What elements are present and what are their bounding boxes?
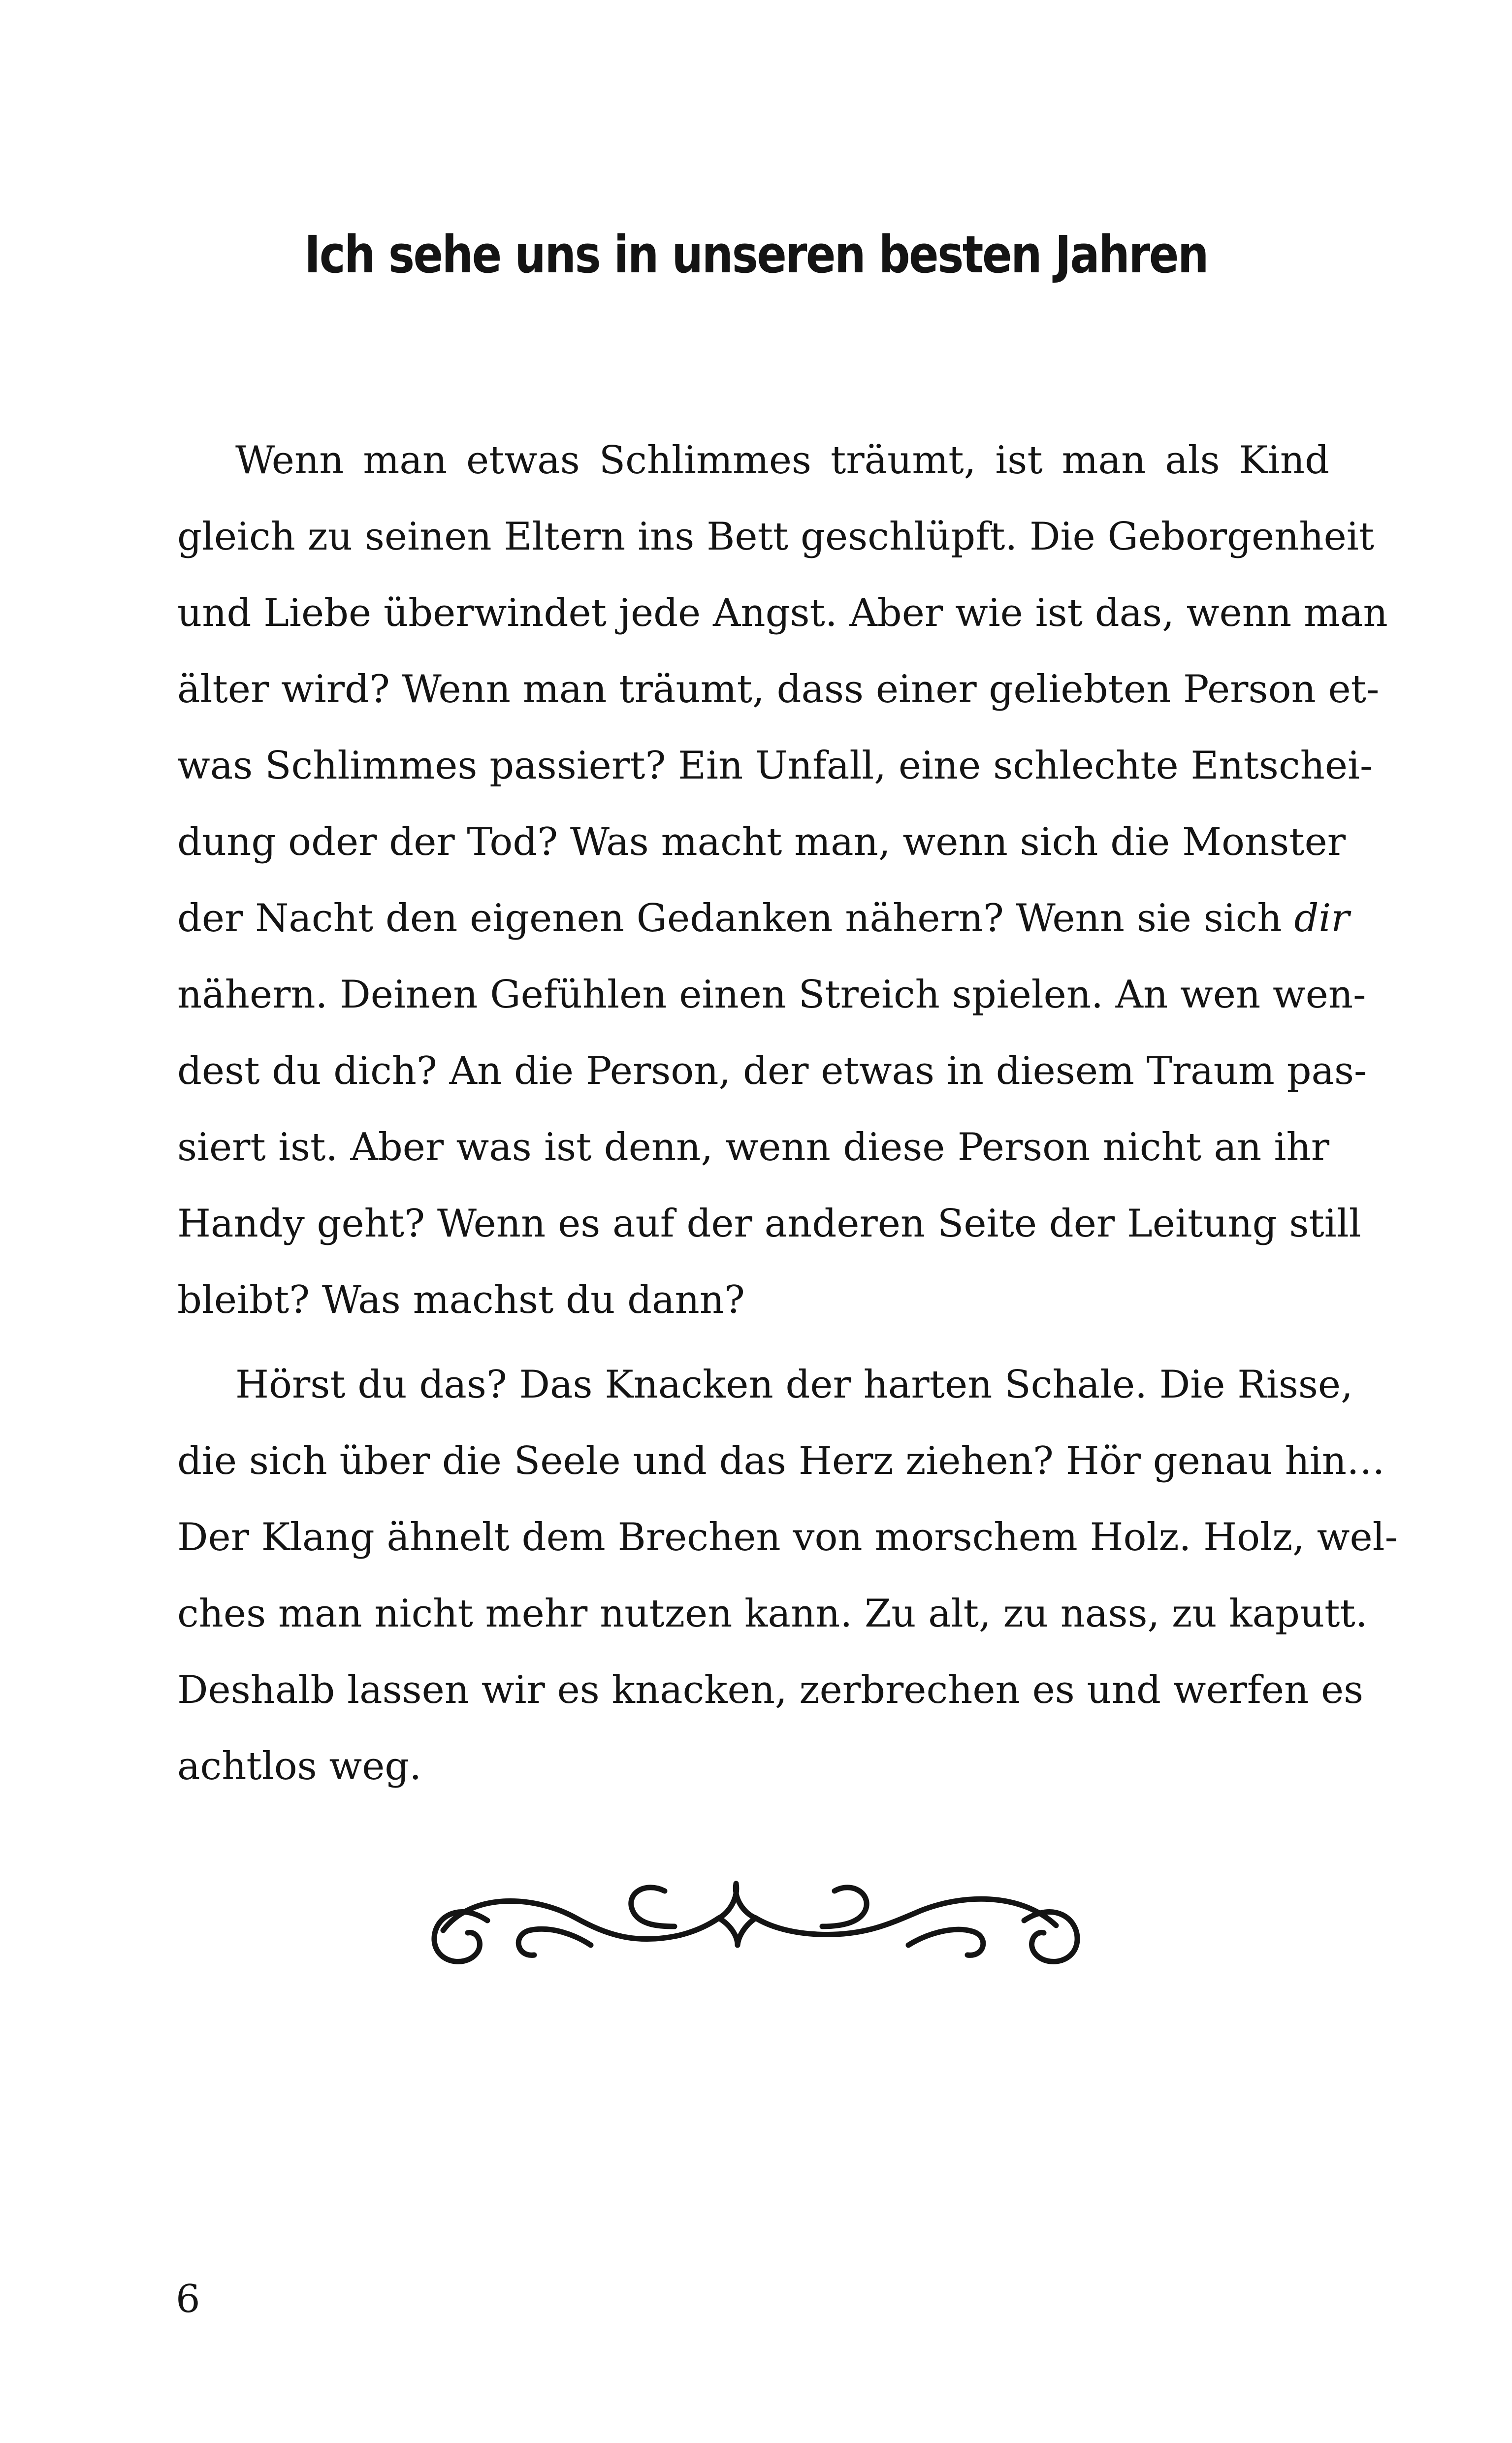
- text-line: [177, 880, 1350, 957]
- text-line: dung oder der Tod? Was macht man, wenn sich die Monster: [177, 820, 1346, 864]
- chapter-title: Ich sehe uns in unseren besten Jahren: [304, 225, 1208, 285]
- text-line: Der Klang ähnelt dem Brechen von morschem Holz. Holz, wel-: [177, 1515, 1398, 1560]
- text-line: Handy geht? Wenn es auf der anderen Seite der Leitung still: [177, 1202, 1361, 1246]
- chapter-body: [177, 423, 1398, 1805]
- text-line: achtlos weg.: [177, 1744, 422, 1789]
- text-line: Hörst du das? Das Knacken der harten Schale. Die Risse,: [235, 1363, 1353, 1407]
- text-line: die sich über die Seele und das Herz ziehen? Hör genau hin…: [177, 1439, 1385, 1483]
- text-line: gleich zu seinen Eltern ins Bett geschlüpft. Die Geborgenheit: [177, 515, 1375, 559]
- text-line: ches man nicht mehr nutzen kann. Zu alt, zu nass, zu kaputt.: [177, 1592, 1368, 1636]
- text-line: nähern. Deinen Gefühlen einen Streich spielen. An wen wen-: [177, 973, 1366, 1017]
- text-line: älter wird? Wenn man träumt, dass einer geliebten Person et-: [177, 667, 1380, 712]
- scroll-flourish-icon: [428, 1871, 1083, 1970]
- text-line: bleibt? Was machst du dann?: [177, 1278, 745, 1322]
- emphasized-word: dir: [1294, 896, 1350, 941]
- text-line: Deshalb lassen wir es knacken, zerbrechen es und werfen es: [177, 1668, 1364, 1712]
- text-line: und Liebe überwindet jede Angst. Aber wie ist das, wenn man: [177, 591, 1388, 635]
- text-line: Wenn man etwas Schlimmes träumt, ist man als Kind: [235, 438, 1329, 483]
- paragraph-2: [177, 1347, 1398, 1805]
- paragraph-1: [177, 423, 1388, 1338]
- text-line: was Schlimmes passiert? Ein Unfall, eine schlechte Entschei-: [177, 744, 1373, 788]
- page-number: 6: [176, 2277, 200, 2321]
- text-line: dest du dich? An die Person, der etwas in diesem Traum pas-: [177, 1049, 1367, 1093]
- text-line: siert ist. Aber was ist denn, wenn diese Person nicht an ihr: [177, 1125, 1329, 1170]
- text-segment: der Nacht den eigenen Gedanken nähern? Wenn sie sich: [177, 896, 1294, 941]
